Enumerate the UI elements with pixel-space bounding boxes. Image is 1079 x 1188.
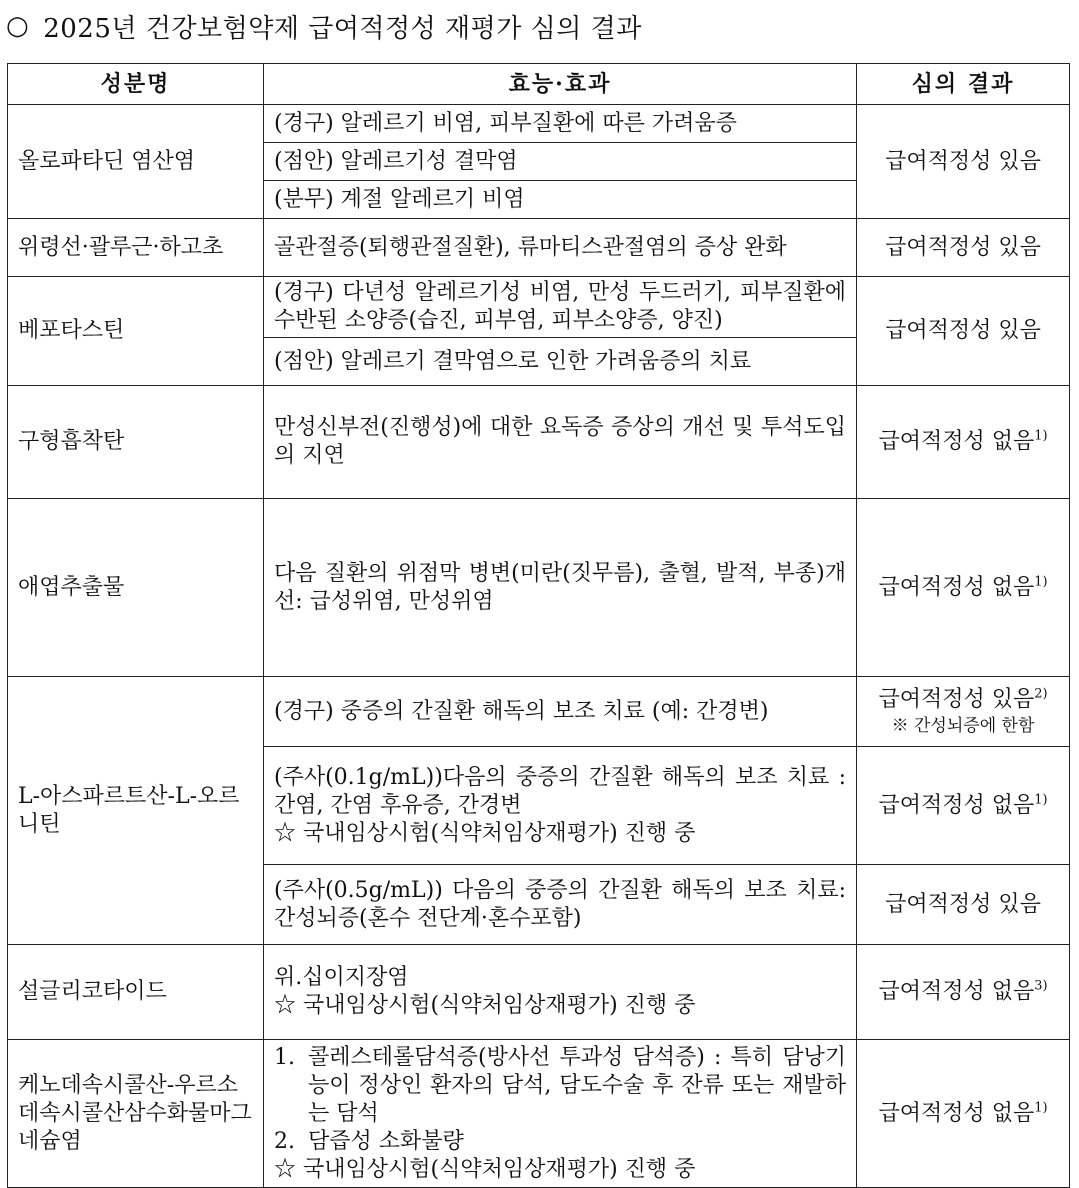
- efficacy-cell: [264, 1040, 857, 1188]
- review-result: [857, 747, 1070, 865]
- efficacy-text: 만성신부전(진행성)에 대한 요독증 증상의 개선 및 투석도입의 지연: [264, 386, 857, 499]
- efficacy-text: (경구) 중증의 간질환 해독의 보조 치료 (예: 간경변): [264, 677, 857, 747]
- header-result: 심의 결과: [857, 64, 1070, 105]
- header-ingredient: 성분명: [8, 64, 264, 105]
- efficacy-text: 위.십이지장염: [274, 965, 409, 990]
- efficacy-text: (점안) 알레르기성 결막염: [264, 143, 857, 181]
- efficacy-text: 골관절증(퇴행관절질환), 류마티스관절염의 증상 완화: [264, 219, 857, 277]
- footnote-marker: 2): [1034, 686, 1048, 702]
- result-text: 급여적정성 있음: [878, 686, 1035, 712]
- result-note: ※ 간성뇌증에 한함: [891, 715, 1035, 736]
- list-number: 2.: [274, 1128, 295, 1154]
- ingredient-name: 애엽추출물: [8, 499, 264, 677]
- result-text: 급여적정성 없음: [878, 429, 1035, 454]
- review-result: [857, 386, 1070, 499]
- ingredient-name: 베포타스틴: [8, 277, 264, 386]
- footnote-marker: 1): [1034, 574, 1048, 590]
- review-result: [857, 677, 1070, 747]
- table-row: [8, 677, 1070, 747]
- table-row: [8, 945, 1070, 1040]
- result-text: 급여적정성 없음: [878, 792, 1035, 818]
- result-text: 급여적정성 없음: [878, 1100, 1035, 1126]
- efficacy-text: 콜레스테롤담석증(방사선 투과성 담석증) : 특히 담낭기능이 정상인 환자의 담석, 담도수술 후 잔류 또는 재발하는 담석: [308, 1044, 846, 1126]
- ingredient-name: 올로파타딘 염산염: [8, 105, 264, 219]
- efficacy-cell: [264, 747, 857, 865]
- table-row: [8, 386, 1070, 499]
- review-result: 급여적정성 있음: [857, 219, 1070, 277]
- efficacy-text: (분무) 계절 알레르기 비염: [264, 181, 857, 219]
- title-text: 2025년 건강보험약제 급여적정성 재평가 심의 결과: [43, 13, 642, 44]
- review-result: 급여적정성 있음: [857, 277, 1070, 386]
- efficacy-text: (주사(0.5g/mL)) 다음의 중증의 간질환 해독의 보조 치료: 간성뇌증(혼수 전단계·혼수포함): [264, 865, 857, 945]
- document-title: [6, 4, 642, 48]
- efficacy-text: (점안) 알레르기 결막염으로 인한 가려움증의 치료: [264, 338, 857, 386]
- header-efficacy: 효능·효과: [264, 64, 857, 105]
- footnote-marker: 1): [1034, 792, 1048, 808]
- efficacy-text: (경구) 알레르기 비염, 피부질환에 따른 가려움증: [264, 105, 857, 143]
- ingredient-name: 케노데속시콜산-우르소데속시콜산삼수화물마그네슘염: [8, 1040, 264, 1188]
- efficacy-text: 담즙성 소화불량: [308, 1128, 464, 1154]
- efficacy-text: 다음 질환의 위점막 병변(미란(짓무름), 출혈, 발적, 부종)개선: 급성위염, 만성위염: [264, 499, 857, 677]
- ingredient-name: 설글리코타이드: [8, 945, 264, 1040]
- footnote-marker: 1): [1034, 1100, 1048, 1116]
- ingredient-name: 위령선·괄루근·하고초: [8, 219, 264, 277]
- clinical-trial-note: ☆ 국내임상시험(식약처임상재평가) 진행 중: [274, 1156, 696, 1182]
- ingredient-name: 구형흡착탄: [8, 386, 264, 499]
- list-item: [274, 1044, 846, 1128]
- review-result: [857, 1040, 1070, 1188]
- ingredient-name: L-아스파르트산-L-오르니틴: [8, 677, 264, 945]
- clinical-trial-note: ☆ 국내임상시험(식약처임상재평가) 진행 중: [274, 993, 696, 1018]
- list-number: 1.: [274, 1044, 295, 1070]
- table-row: [8, 1040, 1070, 1188]
- clinical-trial-note: ☆ 국내임상시험(식약처임상재평가) 진행 중: [274, 820, 696, 846]
- efficacy-text: (경구) 다년성 알레르기성 비염, 만성 두드러기, 피부질환에 수반된 소양증(습진, 피부염, 피부소양증, 양진): [264, 277, 857, 338]
- efficacy-text: (주사(0.1g/mL))다음의 중증의 간질환 해독의 보조 치료 : 간염, 간염 후유증, 간경변: [274, 764, 846, 818]
- review-result: [857, 945, 1070, 1040]
- review-result: 급여적정성 있음: [857, 105, 1070, 219]
- table-header-row: [8, 64, 1070, 105]
- footnote-marker: 3): [1034, 978, 1048, 994]
- result-text: 급여적정성 없음: [878, 979, 1035, 1004]
- table-row: [8, 219, 1070, 277]
- table-row: [8, 105, 1070, 143]
- table-row: [8, 499, 1070, 677]
- footnote-marker: 1): [1034, 428, 1048, 444]
- result-text: 급여적정성 없음: [878, 574, 1035, 600]
- review-result: [857, 499, 1070, 677]
- review-result: 급여적정성 있음: [857, 865, 1070, 945]
- list-item: [274, 1128, 846, 1156]
- efficacy-cell: [264, 945, 857, 1040]
- review-results-table: [7, 63, 1070, 1188]
- title-bullet: ○: [6, 11, 30, 41]
- table-row: [8, 277, 1070, 338]
